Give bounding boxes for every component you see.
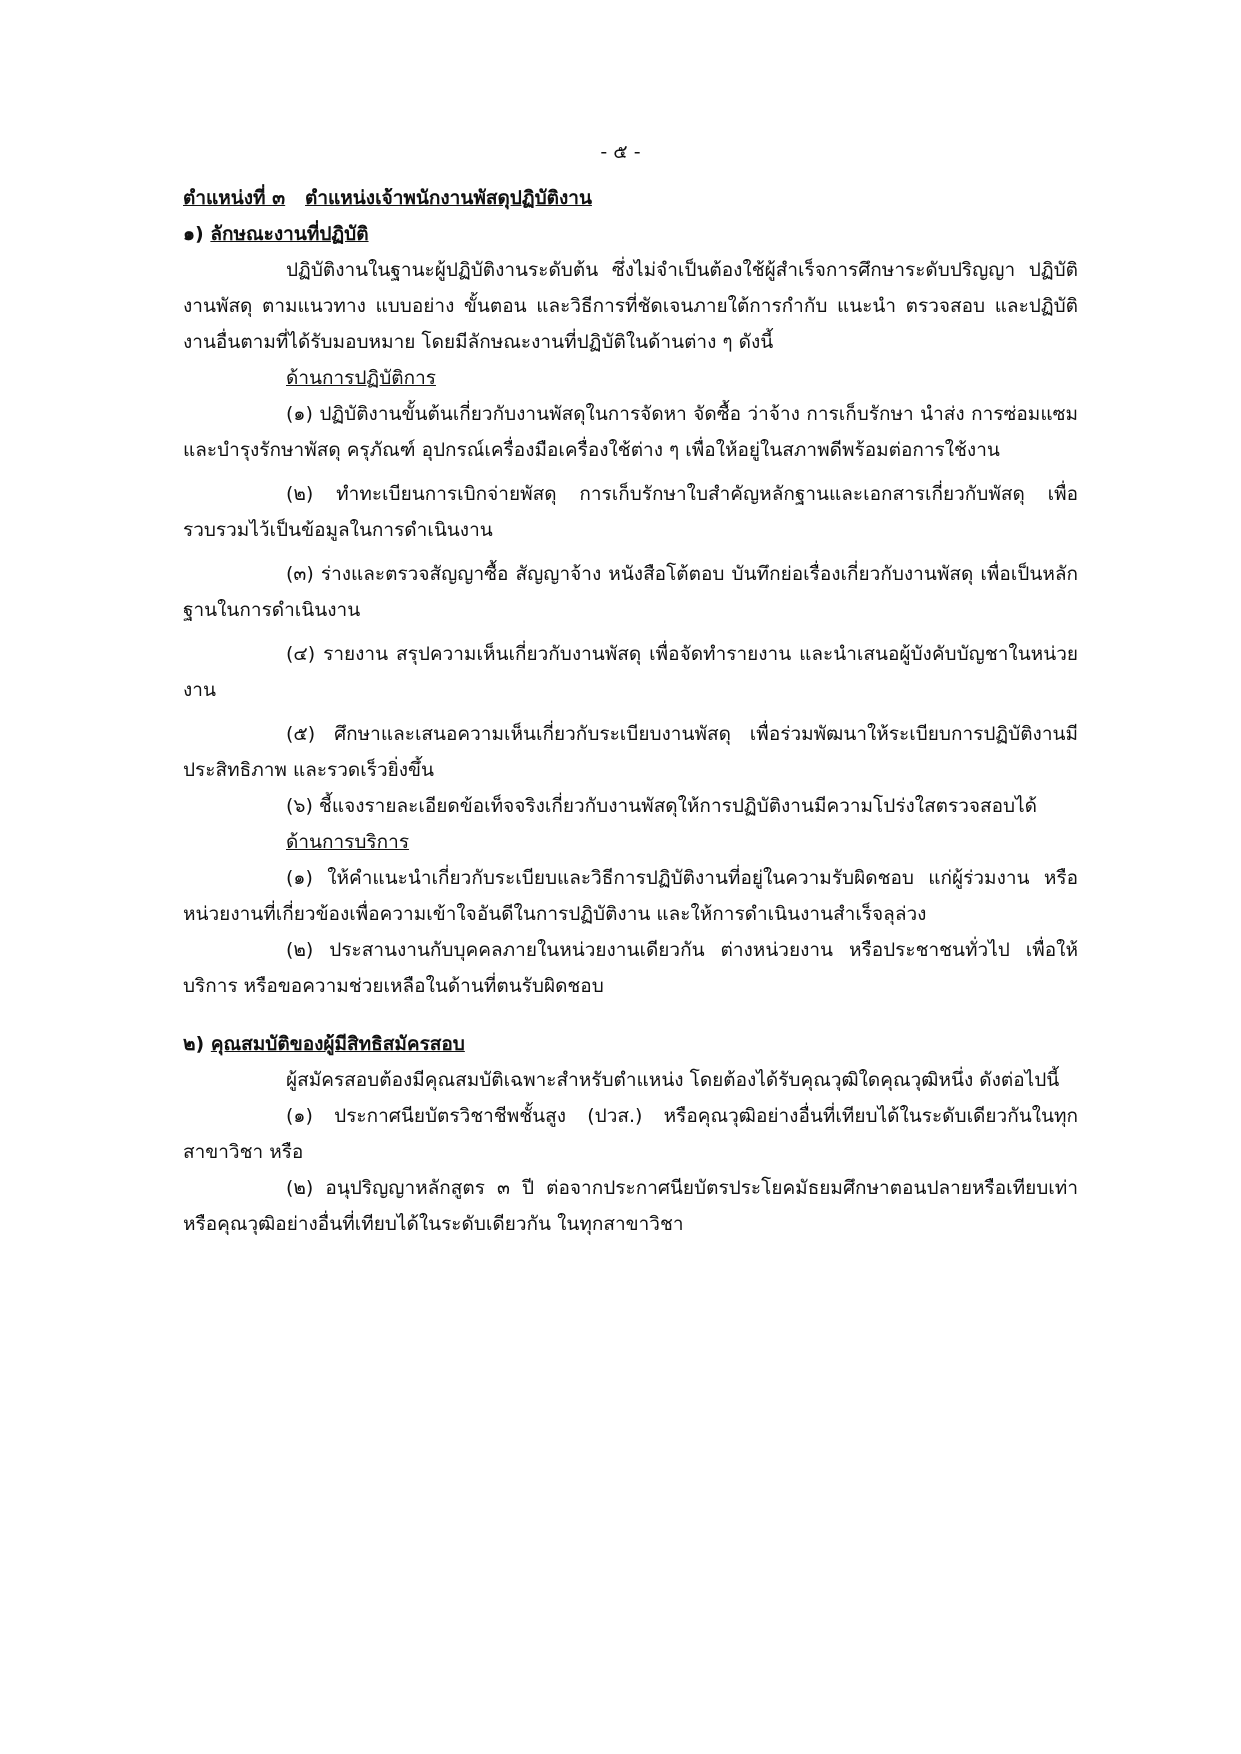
- operation-item: (๓) ร่างและตรวจสัญญาซื้อ สัญญาจ้าง หนังสือโต้ตอบ บันทึกย่อเรื่องเกี่ยวกับงานพัสดุ เพื่อเป็นหลักฐานในการดำเนินงาน: [183, 563, 1078, 621]
- position-title: ตำแหน่งเจ้าพนักงานพัสดุปฏิบัติงาน: [305, 187, 592, 209]
- document-body: [183, 180, 1078, 1242]
- qualification-item: (๑) ประกาศนียบัตรวิชาชีพชั้นสูง (ปวส.) หรือคุณวุฒิอย่างอื่นที่เทียบได้ในระดับเดียวกันในทุกสาขาวิชา หรือ: [183, 1105, 1078, 1163]
- section1-heading: [183, 216, 1078, 252]
- operation-item: (๒) ทำทะเบียนการเบิกจ่ายพัสดุ การเก็บรักษาใบสำคัญหลักฐานและเอกสารเกี่ยวกับพัสดุ เพื่อรวบรวมไว้เป็นข้อมูลในการดำเนินงาน: [183, 483, 1078, 541]
- position-heading: [183, 180, 1078, 216]
- position-label: ตำแหน่งที่ ๓: [183, 187, 286, 209]
- service-item: (๑) ให้คำแนะนำเกี่ยวกับระเบียบและวิธีการปฏิบัติงานที่อยู่ในความรับผิดชอบ แก่ผู้ร่วมงาน หรือหน่วยงานที่เกี่ยวข้องเพื่อความเข้าใจอันดีในการปฏิบัติงาน และให้การดำเนินงานสำเร็จลุล่วง: [183, 867, 1078, 925]
- service-item: (๒) ประสานงานกับบุคคลภายในหน่วยงานเดียวกัน ต่างหน่วยงาน หรือประชาชนทั่วไป เพื่อให้บริการ หรือขอความช่วยเหลือในด้านที่ตนรับผิดชอบ: [183, 939, 1078, 997]
- section1-number: ๑): [183, 223, 204, 245]
- section1-intro: ปฏิบัติงานในฐานะผู้ปฏิบัติงานระดับต้น ซึ่งไม่จำเป็นต้องใช้ผู้สำเร็จการศึกษาระดับปริญญา ปฏิบัติงานพัสดุ ตามแนวทาง แบบอย่าง ขั้นตอน และวิธีการที่ชัดเจนภายใต้การกำกับ แนะนำ ตรวจสอบ และปฏิบัติงานอื่นตามที่ได้รับมอบหมาย โดยมีลักษณะงานที่ปฏิบัติในด้านต่าง ๆ ดังนี้: [183, 259, 1078, 353]
- page-number: - ๕ -: [600, 141, 641, 163]
- services-heading: ด้านการบริการ: [286, 831, 410, 853]
- section2-intro: ผู้สมัครสอบต้องมีคุณสมบัติเฉพาะสำหรับตำแหน่ง โดยต้องได้รับคุณวุฒิใดคุณวุฒิหนึ่ง ดังต่อไปนี้: [286, 1069, 1060, 1091]
- operations-heading: ด้านการปฏิบัติการ: [286, 367, 436, 389]
- section1-title: ลักษณะงานที่ปฏิบัติ: [210, 223, 369, 245]
- qualification-item: (๒) อนุปริญญาหลักสูตร ๓ ปี ต่อจากประกาศนียบัตรประโยคมัธยมศึกษาตอนปลายหรือเทียบเท่า หรือคุณวุฒิอย่างอื่นที่เทียบได้ในระดับเดียวกัน ในทุกสาขาวิชา: [183, 1177, 1078, 1235]
- section2-heading: [183, 1026, 1078, 1062]
- operation-item: (๖) ชี้แจงรายละเอียดข้อเท็จจริงเกี่ยวกับงานพัสดุให้การปฏิบัติงานมีความโปร่งใสตรวจสอบได้: [286, 795, 1037, 817]
- operation-item: (๕) ศึกษาและเสนอความเห็นเกี่ยวกับระเบียบงานพัสดุ เพื่อร่วมพัฒนาให้ระเบียบการปฏิบัติงานมีประสิทธิภาพ และรวดเร็วยิ่งขึ้น: [183, 723, 1078, 781]
- operation-item: (๔) รายงาน สรุปความเห็นเกี่ยวกับงานพัสดุ เพื่อจัดทำรายงาน และนำเสนอผู้บังคับบัญชาในหน่วยงาน: [183, 643, 1078, 701]
- section2-title: คุณสมบัติของผู้มีสิทธิสมัครสอบ: [210, 1033, 465, 1055]
- section2-number: ๒): [183, 1033, 205, 1055]
- operation-item: (๑) ปฏิบัติงานขั้นต้นเกี่ยวกับงานพัสดุในการจัดหา จัดซื้อ ว่าจ้าง การเก็บรักษา นำส่ง การซ่อมแซม และบำรุงรักษาพัสดุ ครุภัณฑ์ อุปกรณ์เครื่องมือเครื่องใช้ต่าง ๆ เพื่อให้อยู่ในสภาพดีพร้อมต่อการใช้งาน: [183, 403, 1078, 461]
